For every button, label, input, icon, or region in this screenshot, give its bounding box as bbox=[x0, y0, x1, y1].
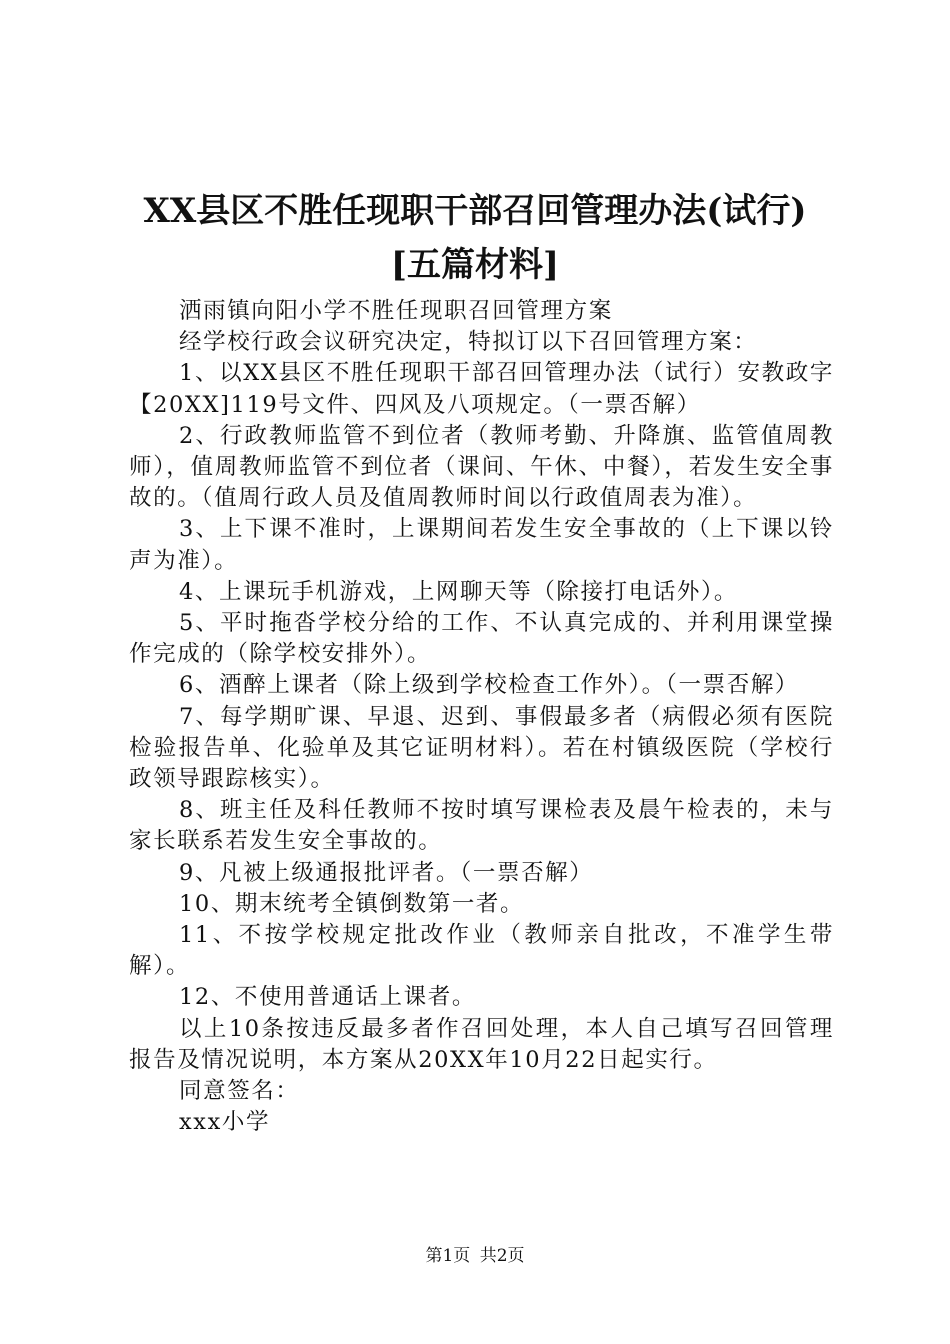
paragraph-item-9: 9、凡被上级通报批评者。（一票否解） bbox=[179, 859, 594, 886]
paragraph-item-2: 2、行政教师监管不到位者（教师考勤、升降旗、监管值周教师），值周教师监管不到位者（课间、午休、中餐），若发生安全事故的。（值周行政人员及值周教师时间以行政值周表为准）。 bbox=[129, 422, 834, 512]
page-footer bbox=[0, 1244, 950, 1268]
document-title-line2: [五篇材料] bbox=[390, 245, 560, 285]
paragraph-plan-name: 洒雨镇向阳小学不胜任现职召回管理方案 bbox=[179, 298, 613, 324]
document-title-line1: XX县区不胜任现职干部召回管理办法(试行) bbox=[143, 191, 807, 231]
paragraph-item-8: 8、班主任及科任教师不按时填写课检表及晨午检表的，未与家长联系若发生安全事故的。 bbox=[129, 797, 834, 855]
paragraph-item-6: 6、酒醉上课者（除上级到学校检查工作外）。（一票否解） bbox=[179, 672, 800, 699]
paragraph-summary: 以上10条按违反最多者作召回处理，本人自己填写召回管理报告及情况说明，本方案从20XX年10月22日起实行。 bbox=[129, 1015, 834, 1073]
paragraph-item-12: 12、不使用普通话上课者。 bbox=[179, 984, 476, 1011]
paragraph-item-4: 4、上课玩手机游戏，上网聊天等（除接打电话外）。 bbox=[179, 578, 738, 605]
page-number: 第1页 bbox=[425, 1246, 471, 1266]
paragraph-item-10: 10、期末统考全镇倒数第一者。 bbox=[179, 890, 525, 917]
paragraph-item-3: 3、上下课不准时，上课期间若发生安全事故的（上下课以铃声为准）。 bbox=[129, 516, 834, 574]
paragraph-item-7: 7、每学期旷课、早退、迟到、事假最多者（病假必须有医院检验报告单、化验单及其它证明材料）。若在村镇级医院（学校行政领导跟踪核实）。 bbox=[129, 703, 834, 793]
paragraph-signature-label: 同意签名： bbox=[179, 1078, 300, 1105]
paragraph-item-11: 11、不按学校规定批改作业（教师亲自批改，不准学生带解）。 bbox=[129, 922, 834, 980]
paragraph-item-5: 5、平时拖沓学校分给的工作、不认真完成的、并利用课堂操作完成的（除学校安排外）。 bbox=[129, 610, 834, 668]
page-total: 共2页 bbox=[479, 1246, 525, 1266]
paragraph-intro: 经学校行政会议研究决定，特拟订以下召回管理方案： bbox=[179, 329, 758, 356]
paragraph-item-1: 1、以XX县区不胜任现职干部召回管理办法（试行）安教政字【20XX]119号文件、四风及八项规定。（一票否解） bbox=[129, 360, 834, 418]
document-body bbox=[129, 296, 834, 1138]
paragraph-school-name: xxx小学 bbox=[179, 1109, 271, 1136]
